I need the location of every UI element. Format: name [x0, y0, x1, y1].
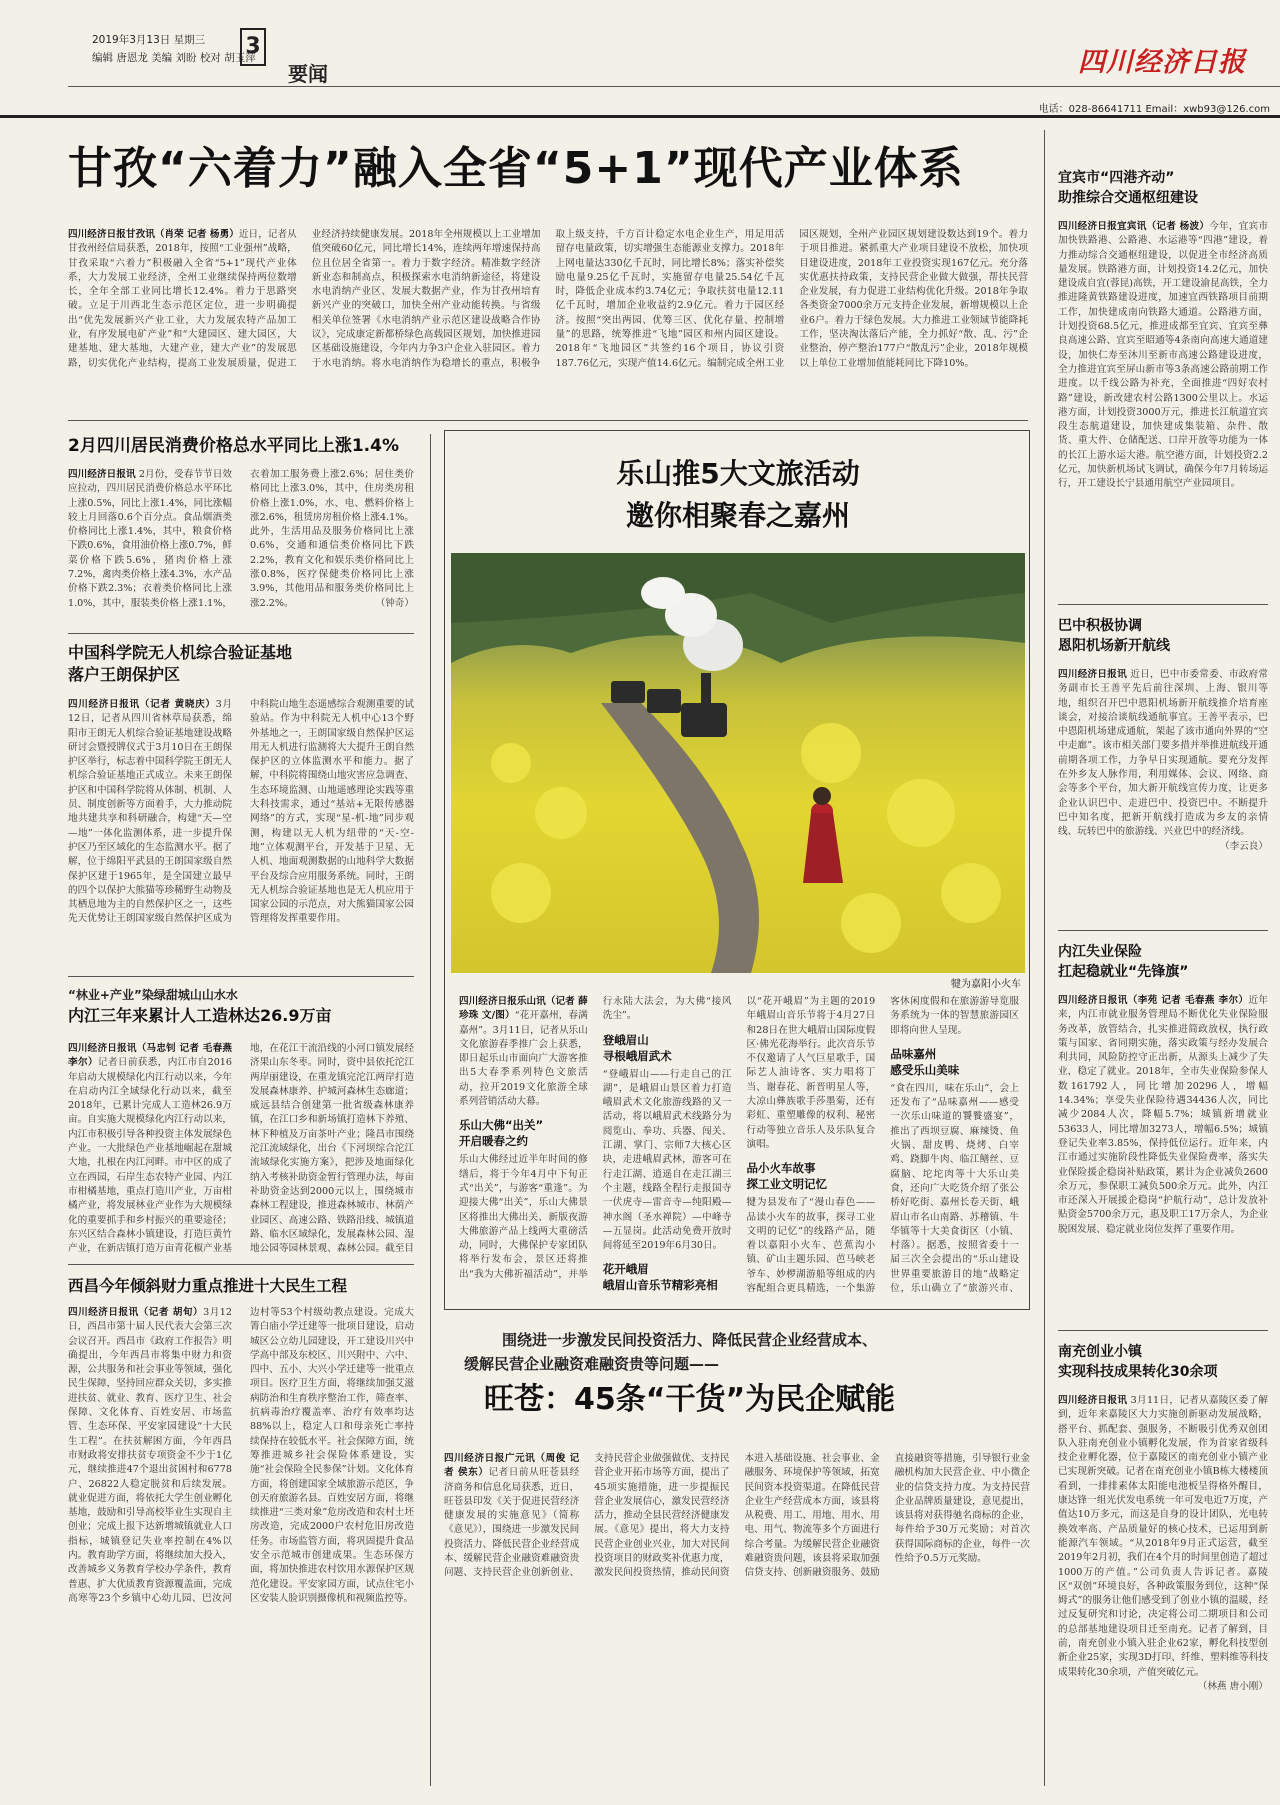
neijiang-insurance-byline: 四川经济日报讯（李苑 记者 毛春燕 李尔）	[1058, 995, 1249, 1006]
steam-train-photo-illustration	[451, 553, 1025, 973]
rule-under-yibin	[1058, 604, 1268, 605]
leshan-sub5-title: 品味嘉州 感受乐山美味	[890, 1046, 960, 1077]
leshan-sub1-body: 乐山大佛经过近半年时间的修缮后，将于今年4月中下旬正式“出关”，与游客“重逢”。为迎接大佛“出关”，乐山大佛景区将推出大佛出关、新版夜游大佛旅游产品上线两大重磅活动，同时，大佛保护专家团队将举行发布会，景区还将推出“我为大佛祈福活动”，并举行永陆大法会，为大佛“接风洗尘”。	[459, 996, 732, 1280]
leshan-sub2-body: “登峨眉山——行走自己的江湖”，是峨眉山景区着力打造峨眉武术文化旅游线路的又一活动，将以峨眉武术线路分为阅览山、拳功、兵器、闯关、江湖、掌门、宗师7大核心区块，走进峨眉武林，游客可在行走江湖、逍遥自在走江湖三个主题，线路全程行走报国寺一伏虎寺—雷音寺—纯阳殿—神水阁（圣水禅院）—中峰寺—五显岗。此活动免费开放时间将延至2019年6月30日。	[602, 1068, 732, 1252]
masthead-thin-rule	[68, 86, 1280, 87]
masthead-thick-rule	[0, 115, 1280, 118]
bazhong-headline-box	[1058, 616, 1268, 660]
wangcang-headline: 旺苍：45条“干货”为民企赋能	[484, 1382, 896, 1417]
neijiang-insurance-text: 近年来，内江市就业服务管理局不断优化失业保险服务改革，放管结合，扎实推进简政放权，执行政策与国家、省同期实施，落实政策与经办发展合利共同，风险防控守正出新，从源头上减少了失业，稳定了就业。2018年，全市失业保险参保人数161792人，同比增加20296人，增幅14.34%；享受失业保险待遇34436人次，同比减少2084人次，降幅5.7%；城镇新增就业53633人，同比增加3273人，增幅6.5%；城镇登记失业率3.85%，保持低位运行。近年来，内江市通过实施阶段性降低失业保险费率，落实失业保险援企稳岗补贴政策，累计为企业减负2600余万元，参保职工减负500余万元。此外，内江市还深入开展援企稳岗“护航行动”，总计发放补贴资金5700余万元，惠及职工17万余人，为企业脱困发展、稳定就业岗位发挥了重要作用。	[1058, 995, 1268, 1235]
neijiang-insurance-headline-box	[1058, 942, 1268, 986]
leshan-headline-box	[445, 453, 1030, 549]
yibin-headline-box	[1058, 168, 1268, 212]
wangcang-byline: 四川经济日报广元讯（周俊 记者 侯东）	[444, 1453, 580, 1479]
bazhong-headline-line2: 恩阳机场新开航线	[1058, 638, 1170, 654]
leshan-feature-box	[444, 430, 1030, 1310]
leshan-sub4-title: 品小火车故事 探工业文明记忆	[746, 1161, 827, 1192]
lead-article-body	[68, 228, 1028, 412]
neijiang-insurance-headline-line2: 扛起稳就业“先锋旗”	[1058, 964, 1189, 980]
cas-byline: 四川经济日报讯（记者 黄晓庆）	[68, 699, 216, 710]
wangcang-headline-box	[444, 1328, 1030, 1444]
forest-kicker: “林业+产业”染绿甜城山山水水	[68, 988, 238, 1002]
bazhong-article-body	[1058, 668, 1268, 922]
yibin-headline-line1: 宜宾市“四港齐动”	[1058, 170, 1175, 186]
lead-text: 近日，记者从甘孜州经信局获悉，2018年，按照“工业强州”战略，甘孜采取“六着力”积极融入全省“5+1”现代产业体系，大力发展工业经济，全州工业继续保持两位数增长，全年全部工业同比增长12.4%。着力于思路突破。立足于川西北生态示范区定位，进一步明确提出“优先发展新兴产业工业，大力发展农特产品加工业，有序发展电矿产业”和“大建园区、建大园区，大建基地、建大基地，大建产业，建大产业”的发展思路，切实优化产业结构，提高工业发展质量，促进工业经济持续健康发展。2018年全州规模以上工业增加值突破60亿元，同比增长14%，连续两年增速保持高位且位居全省第一。着力于数字经济。精准数字经济新业态和制高点，积极探索水电消纳新途径，将建设水电消纳产业区、发展大数据产业，作为甘孜州培育新兴产业的突破口，加快全州产业动能转换。与省级相关单位签署《水电消纳产业示范区建设战略合作协议》，完成康定新都桥绿色高载园区规划，加快推进园区基础设施建设，今年内力争3户企业入驻园区。着力于水电消纳。将水电消纳作为稳增长的重点，积极争取上级支持，千方百计稳定水电企业生产，用足用活留存电量政策，切实增强生态能源业支撑力。2018年上网电量达330亿千瓦时，同比增长8%；落实补偿奖励电量9.25亿千瓦时，实施留存电量25.54亿千瓦时，降低企业成本约3.74亿元；争取扶贫电量12.11亿千瓦时，增加企业收益约2.9亿元。着力于园区经济。按照“突出两园、优筹三区、优化存量、控制增量”的思路，统筹推进“飞地”园区和州内园区建设。2018年“飞地园区”共签约16个项目，协议引资187.76亿元，实现产值14.6亿元。编制完成全州工业园区规划，全州产业园区规划建设数达到19个。着力于项目推进。紧抓重大产业项目建设不放松，加快项目建设进度，2018年工业投资实现167亿元。充分落实优惠扶持政策，支持民营企业做大做强，帮扶民营企业发展，有力促进工业结构优化升级。2018年争取各类资金7000余万元支持企业发展，新增规模以上企业6户。着力于绿色发展。大力推进工业领域节能降耗工作，坚决淘汰落后产能，全力抓好“散、乱、污”企业整治，停产整治177户“散乱污”企业，2018年规模以上单位工业增加值能耗同比下降10%。	[68, 229, 1028, 369]
lead-headline-box	[68, 140, 1028, 206]
right-rail-divider	[1044, 130, 1045, 1786]
bazhong-byline: 四川经济日报讯	[1058, 669, 1127, 680]
leshan-byline: 四川经济日报乐山讯（记者 薛珍珠 文/图）	[459, 996, 588, 1022]
leshan-headline-line2: 邀你相聚春之嘉州	[625, 499, 850, 532]
bazhong-headline-line1: 巴中积极协调	[1058, 618, 1142, 634]
cas-article-body	[68, 698, 414, 970]
cas-headline-box	[68, 642, 414, 692]
cas-headline-line2: 落户王朗保护区	[68, 665, 181, 684]
wangcang-text: 记者日前从旺苍县经济商务和信息化局获悉，近日，旺苍县印发《关于促进民营经济健康发展的实施意见》（简称《意见》），围绕进一步激发民间投资活力、降低民营企业经营成本、缓解民营企业融资难融资贵问题、支持民营企业创新创业、支持民营企业做强做优、支持民营企业开拓市场等方面，提出了45项实施措施，进一步提振民营企业发展信心，激发民营经济活力，推动全县民营经济健康发展。《意见》提出，将大力支持民营企业创业兴业，加大对民间投资项目的财政奖补优惠力度，激发民间投资热情，推动民间资本进入基础设施、社会事业、金融服务、环境保护等领域，拓宽民间资本投资渠道。在降低民营企业生产经营成本方面，该县将从税费、用工、用地、用水、用电、用气、物流等多个方面进行综合考量。为缓解民营企业融资难融资贵问题，该县将采取加强信贷支持、创新融资服务、鼓励直接融资等措施，引导银行业金融机构加大民营企业、中小微企业的信贷支持力度。为支持民营企业品牌质量建设，意见提出，该县将对获得驰名商标的企业，每件给予30万元奖励；对首次获得国际商标的企业，每件一次性给予0.5万元奖励。	[444, 1453, 1030, 1579]
neijiang-insurance-article-body	[1058, 994, 1268, 1322]
nanchong-headline-line1: 南充创业小镇	[1058, 1344, 1142, 1360]
forest-headline: 内江三年来累计人工造林达26.9万亩	[68, 1006, 332, 1025]
cas-headline-line1: 中国科学院无人机综合验证基地	[68, 643, 293, 662]
lead-headline: 甘孜“六着力”融入全省“5+1”现代产业体系	[68, 143, 964, 194]
forest-text: 记者日前获悉，内江市自2016年启动大规模绿化内江行动以来，今年在启动内江全域绿化行动以来，截至2018年，已累计完成人工造林26.9万亩。自实施大规模绿化内江行动以来，内江市积极引导各种投资主体发展绿色产业。一大批绿色产业基地崛起在甜城大地，扎根在内江河畔。市中区的成了立在西园，石岸生态农特产业园、内江市柑橘基地，重点打造川产业，万亩柑橘产业，将发展林业产业作为大规模绿化的重要抓手和乡村振兴的重要途径；东兴区结合森林小镇建设，打造巨黄竹产业，在新店镇打造万亩青花椒产业基地，在花江干流沿线的小河口镇发展经济果山东冬枣。同时，资中县依托沱江两岸丽建设，在重龙镇完沱江两岸打造发展森林康养、护城河森林生态廊道；威远县结合创建第一批省级森林康养镇，在江口乡和新场镇打造林下养殖、林下种植及万亩茶叶产业；隆昌市围绕沱江流域绿化，出台《下河坝综合沱江流域绿化实施方案》，把涉及地面绿化纳入考核补助资金暂行管理办法，每亩补助资金达到2000元以上，围绕城市森林工程建设，推进森林城市、林荫产业园区、高速公路、铁路沿线、城镇道路、临水区域绿化，发展森林公园、湿地公园等园林景观、森林公园。截至目	[68, 1043, 414, 1255]
cas-text: 3月12日，记者从四川省林草局获悉，绵阳市王朗无人机综合验证基地建设战略研讨会暨授牌仪式于3月10日在王朗保护区举行，标志着中国科学院王朗无人机综合验证基地正式成立。未来王朗保护区和中国科学院将从体制、机制、人员、制度创新等方面着手，大力推动院地共建共享和科研融合，构建“天—空—地”一体化监测体系，进一步提升保护区乃至区域化的生态监测水平。据了解，位于绵阳平武县的王朗国家级自然保护区建于1965年，是全国建立最早的四个以保护大熊猫等珍稀野生动物及其栖息地为主的自然保护区之一，这些先天优势让王朗国家级自然保护区成为中科院山地生态遥感综合观测重要的试验站。作为中科院无人机中心13个野外基地之一，王朗国家级自然保护区运用无人机进行监测将大大提升王朗自然保护区的立体监测水平和能力。据了解，中科院将围绕山地灾害应急调查、生态环境监测、山地遥感理论实践等重大科技需求，通过“基站+无限传感器网络”的方式，实现“星-机-地”同步观测，构建以无人机为纽带的“天-空-地”立体观测平台，开发基于卫星、无人机、地面观测数据的山地科学大数据平台及综合应用服务系统。同时，王朗无人机综合验证基地也是无人机应用于国家公园的示范点，对大熊猫国家公园管理将发挥重要作用。	[68, 699, 414, 925]
xichang-text: 3月12日，西昌市第十届人民代表大会第三次会议召开。西昌市《政府工作报告》明确提出，今年西昌市将集中财力和资源，公共服务和社会事业等领域，强化民生保障，坚持回应群众关切，多实推进扶贫、就业、教育、医疗卫生、社会保障、文化体育、百姓安居、市场监管、生态环保、平安家园建设“十大民生工程”。在扶贫解困方面，今年西昌市财政将安排扶贫专项资金不少于1亿元，继续推进47个退出贫困村和6778户、26822人稳定脱贫和后续发展。就业促进方面，将依托大学生创业孵化基地，鼓励和引导高校毕业生实现自主创业；完成上报下达新增城镇就业人口指标，城镇登记失业率控制在4%以内。教育助学方面，将继续加大投入，改善城乡义务教育学校办学条件，教育普惠、扩大优质教育资源覆盖面，完成高寒等23个乡镇中心幼儿园、巴汝河边村等53个村级幼教点建设。完成大箐白庙小学迁建等一批项目建设，启动城区公立幼儿园建设，开工建设川兴中学高中部及东校区、川兴附中、六中、四中、五小、大兴小学迁建等一批重点项目。医疗卫生方面，将继续加强艾滋病防治和生育秩序整治工作，筛查率、抗病毒治疗覆盖率、治疗有效率均达88%以上，稳定人口和母亲死亡率持续保持在较低水平。社会保障方面，统筹推进城乡社会保险体系建设，实施“社会保险全民参保”计划。文化体育方面，将创建国家全域旅游示范区，争创天府旅游名县。百姓安居方面，将继续推进“三类对象”危房改造和农村土坯房改造，完成2000户农村危旧房改造任务。市场监管方面，将巩固提升食品安全示范城市创建成果。生态环保方面，将加快推进农村饮用水源保护区规范化建设。平安家园方面，试点住宅小区安装人脸识别摄像机和视频监控等。	[68, 1307, 414, 1604]
leshan-sub2-title: 登峨眉山 寻根峨眉武术	[602, 1032, 672, 1063]
bazhong-signature: （李云良）	[1220, 840, 1268, 852]
nanchong-headline-box	[1058, 1342, 1268, 1386]
leshan-sub4-body: 犍为县发布了“漫山春色——品读小火车的故事，探寻工业文明的记忆”的线路产品，随着以嘉阳小火车、芭蕉沟小镇、矿山主题乐园、芭马峡老爷车、妙椤湖游船等组成的内容配组合更具精选，一个集游客休闲度假和在旅游游导览服务系统为一体的智慧旅游园区即将向世人呈现。	[746, 996, 1019, 1295]
bazhong-text: 近日，巴中市委常委、市政府常务副市长王善平先后前往深圳、上海、银川等地，组织召开巴中恩阳机场新开航线推介培育座谈会，对接洽谈航线通航事宜。王善平表示，巴中恩阳机场建成通航，架起了该市通向外界的“空中走廊”。该市相关部门要多措并举推进航线开通前期各项工作，力争早日实现通航。要充分发挥在外乡友人脉作用，利用媒体、会议、网络、商会等多个平台，加大新开航线宣传力度，让更多企业认识巴中、走进巴中、投资巴中。不断提升巴中知名度，把新开航线打造成为乡友的亲情线、玩转巴中的旅游线、兴业巴中的经济线。	[1058, 669, 1268, 838]
xichang-article-body	[68, 1306, 414, 1786]
rule-under-forest	[68, 1264, 414, 1265]
cpi-headline-box	[68, 434, 418, 462]
cpi-byline: 四川经济日报讯	[68, 469, 136, 480]
leshan-intro: “花开嘉州，春满嘉州”。3月11日，记者从乐山文化旅游春季推广会上获悉，即日起乐山市面向广大游客推出5大春季系列特色文旅活动，拉开2019文化旅游全球系列营销活动大幕。	[459, 1010, 588, 1108]
leshan-article-body	[459, 995, 1019, 1303]
nanchong-signature: （林燕 唐小刚）	[1197, 1680, 1268, 1692]
neijiang-insurance-headline-line1: 内江失业保险	[1058, 944, 1142, 960]
cpi-signature: （钟奇）	[375, 597, 414, 609]
rule-under-cpi	[68, 633, 414, 634]
xichang-byline: 四川经济日报讯（记者 胡旬）	[68, 1307, 204, 1318]
left-column-divider	[430, 434, 431, 1786]
xichang-headline-box	[68, 1274, 414, 1300]
nanchong-text: 3月11日，记者从嘉陵区委了解到，近年来嘉陵区大力实施创新驱动发展战略，搭平台、抓配套、强服务，不断吸引优秀双创团队入驻南充创业小镇孵化发展，作为首家省级科技企业孵化器，位于嘉陵区的南充创业小镇产业已实现新突破。记者在南充创业小镇B栋大楼楼顶看到，一排排素体太阳能电池板呈得格外醒目，康达锋一组光伏发电系统一年可发电近7万度，产值达10万多元，而这是自身的设计团队，光电转换效率高、产品质量好的核心技术，已运用到新能源汽车领域。“从2018年9月正式运营，截至2019年2月初，我们在4个月的时间里创造了超过1000万的产值。”公司负责人告诉记者。嘉陵区“双创”环境良好，各种政策服务到位，这种“保姆式”的服务让他们感受到了创业小镇的温暖，经过反复研究和讨论，决定将公司二期项目和公司的总部基地建设项目迁至南充。记者了解到，目前，南充创业小镇入驻企业62家，孵化科技型创新企业25家，实现3D打印、纤维、塑料维等科技成果转化30余项，产值突破亿元。	[1058, 1395, 1268, 1678]
forest-article-body	[68, 1042, 414, 1260]
forest-byline: 四川经济日报讯（马忠钊 记者 毛春燕 李尔）	[68, 1043, 232, 1069]
wangcang-article-body	[444, 1452, 1030, 1786]
leshan-sub3-title: 花开峨眉 峨眉山音乐节精彩亮相	[602, 1262, 718, 1293]
editor-credits: 编辑 唐恩龙 美编 刘盼 校对 胡玉萍	[92, 52, 256, 64]
forest-headline-box	[68, 986, 414, 1036]
leshan-headline-line1: 乐山推5大文旅活动	[616, 457, 860, 490]
leshan-photo-caption: 犍为嘉阳小火车	[951, 979, 1021, 990]
rule-under-neijiang-insurance	[1058, 1330, 1268, 1331]
leshan-sub1-title: 乐山大佛“出关” 开启暖春之约	[459, 1118, 544, 1149]
yibin-headline-line2: 助推综合交通枢纽建设	[1058, 190, 1198, 206]
newspaper-logo: 四川经济日报	[1078, 47, 1246, 78]
cpi-article-body	[68, 468, 414, 626]
cpi-text: 2月份，受春节节日效应拉动，四川居民消费价格总水平环比上涨0.5%，同比上涨1.4%，同比涨幅较上月回落0.6个百分点。食品烟酒类价格同比上涨1.4%，其中，粮食价格下跌0.6%，食用油价格上涨0.7%，鲜菜价格下跌5.6%，猪肉价格上涨7.2%，禽肉类价格上涨4.3%，水产品价格下跌2.3%；衣着类价格同比上涨1.0%，其中，服装类价格上涨1.1%，衣着加工服务费上涨2.6%；居住类价格同比上涨3.0%，其中，住房类房租价格上涨1.0%，水、电、燃料价格上涨2.6%，租赁房房租价格上涨4.1%。此外，生活用品及服务价格同比上涨0.6%，交通和通信类价格同比下跌2.2%，教育文化和娱乐类价格同比上涨0.8%，医疗保健类价格同比上涨3.9%，其他用品和服务类价格同比上涨2.2%。	[68, 469, 414, 609]
page-number: 3	[240, 28, 266, 66]
yibin-text: 今年，宜宾市加快铁路港、公路港、水运港等“四港”建设，着力推动综合交通枢纽建设，以促进全市经济高质量发展。铁路港方面，计划投资14.2亿元，加快建设成自宜(蓉昆)高铁，开工建设渝昆高铁，全力推进隆黄铁路建设进度，加速宜西铁路项目前期工作，加快建成南向铁路大通道。公路港方面，计划投资68.5亿元，推进成都至宜宾、宜宾至彝良高速公路、宜宾至昭通等4条南向高速大通道建设，加快仁寿至沐川至新市高速公路建设进度，全力推进宜宾至屏山新市等3条高速公路前期工作进度。以千线公路为补充，全面推进“四好农村路”建设，新改建农村公路1300公里以上。水运港方面，计划投资3000万元，推进长江航道宜宾段生态航道建设，加快建成集装箱、杂件、散货、重大件、仓储配送、口岸开放等功能为一体的长江上游水运大港。航空港方面，计划投资2.2亿元，加快新机场试飞调试，确保今年7月转场运行，开工建设长宁县通用航空产业园项目。	[1058, 221, 1268, 490]
wangcang-deck-line2: 缓解民营企业融资难融资贵等问题——	[464, 1355, 720, 1373]
rule-under-lead	[68, 420, 1028, 421]
nanchong-byline: 四川经济日报讯	[1058, 1395, 1128, 1406]
rule-under-cas	[68, 976, 414, 977]
issue-date: 2019年3月13日 星期三	[92, 34, 206, 46]
lead-byline: 四川经济日报甘孜讯（肖荣 记者 杨勇）	[68, 229, 239, 240]
wangcang-deck-line1: 围绕进一步激发民间投资活力、降低民营企业经营成本、	[502, 1331, 878, 1349]
yibin-article-body	[1058, 220, 1268, 596]
leshan-photo	[451, 553, 1025, 973]
xichang-headline: 西昌今年倾斜财力重点推进十大民生工程	[68, 1277, 348, 1295]
nanchong-headline-line2: 实现科技成果转化30余项	[1058, 1364, 1218, 1380]
section-name: 要闻	[288, 62, 328, 86]
contact-info: 电话：028-86641711 Email：xwb93@126.com	[1038, 104, 1270, 115]
leshan-sub5-body: “食在四川，味在乐山”，会上还发布了“品味嘉州——感受一次乐山味道的饕餮盛宴”，推出了西坝豆腐、麻辣烫、鱼火锅、甜皮鸭、烧烤、白宰鸡、跷脚牛肉、临江鳝丝、豆腐脑、坨坨肉等十大乐山美食，还向广大吃货介绍了张公桥好吃街、嘉州长卷天街、峨眉山市名山南路、苏稽镇、牛华镇等十大美食街区（小镇、村落）。据悉，按照省委十一届三次全会提出的“乐山建设世界重要旅游目的地”战略定位，乐山确立了“旅游兴市、	[890, 1082, 1019, 1295]
cpi-headline: 2月四川居民消费价格总水平同比上涨1.4%	[68, 436, 399, 456]
rule-under-bazhong	[1058, 930, 1268, 931]
masthead	[0, 0, 1280, 118]
yibin-byline: 四川经济日报宜宾讯（记者 杨波）	[1058, 221, 1210, 232]
leshan-sub3-body: 以“花开峨眉”为主题的2019年峨眉山音乐节将于4月27日和28日在世大峨眉山国际度假区·佛光花海举行。此次音乐节不仅邀请了人气巨星歌手，国际艺人油诗客、实力唱将丁当、谢春花、新晋明星人等，大凉山彝族歌手莎墨菊，还有彩虹、重塑雕像的权利、秘密行动等独立音乐人及乐队复合演唱。	[746, 996, 876, 1150]
nanchong-article-body	[1058, 1394, 1268, 1786]
